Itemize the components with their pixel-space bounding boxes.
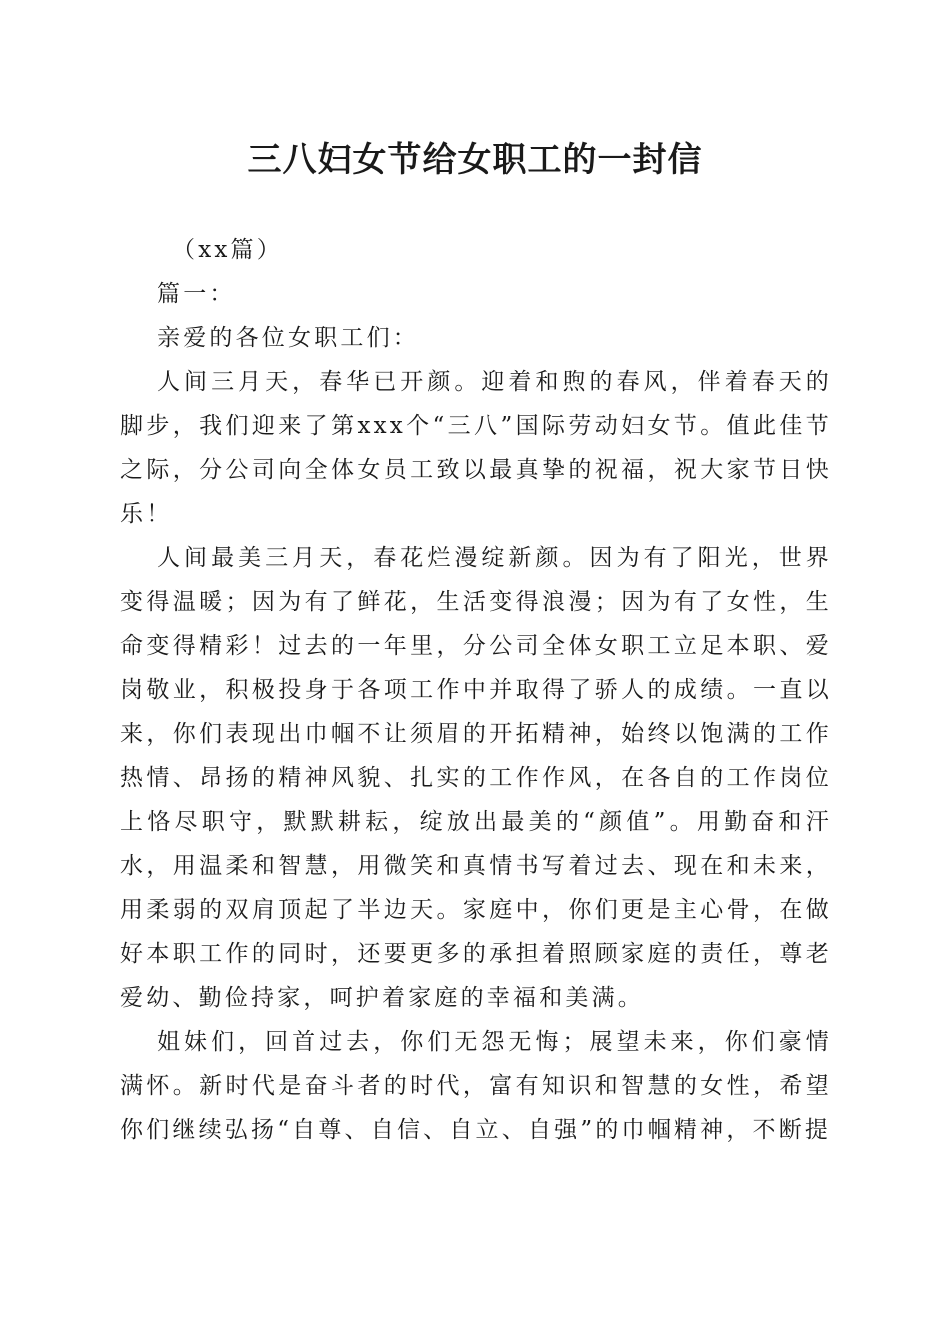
document-body <box>120 228 832 1152</box>
section-label: 篇一： <box>157 281 236 307</box>
paragraph-3: 姐妹们，回首过去，你们无怨无悔；展望未来，你们豪情满怀。新时代是奋斗者的时代，富有知识和智慧的女性，希望你们继续弘扬“自尊、自信、自立、自强”的巾帼精神，不断提 <box>120 1029 832 1143</box>
paragraph-2: 人间最美三月天，春花烂漫绽新颜。因为有了阳光，世界变得温暖；因为有了鲜花，生活变得浪漫；因为有了女性，生命变得精彩！过去的一年里，分公司全体女职工立足本职、爱岗敬业，积极投身于各项工作中并取得了骄人的成绩。一直以来，你们表现出巾帼不让须眉的开拓精神，始终以饱满的工作热情、昂扬的精神风貌、扎实的工作作风，在各自的工作岗位上恪尽职守，默默耕耘，绽放出最美的“颜值”。用勤奋和汗水，用温柔和智慧，用微笑和真情书写着过去、现在和未来，用柔弱的双肩顶起了半边天。家庭中，你们更是主心骨，在做好本职工作的同时，还要更多的承担着照顾家庭的责任，尊老爱幼、勤俭持家，呵护着家庭的幸福和美满。 <box>120 545 832 1011</box>
paragraph-1: 人间三月天，春华已开颜。迎着和煦的春风，伴着春天的脚步，我们迎来了第xxx个“三八”国际劳动妇女节。值此佳节之际，分公司向全体女员工致以最真挚的祝福，祝大家节日快乐！ <box>120 369 832 527</box>
document-subtitle: （xx篇） <box>172 237 283 263</box>
salutation: 亲爱的各位女职工们： <box>157 325 419 351</box>
document-title: 三八妇女节给女职工的一封信 <box>247 140 703 180</box>
